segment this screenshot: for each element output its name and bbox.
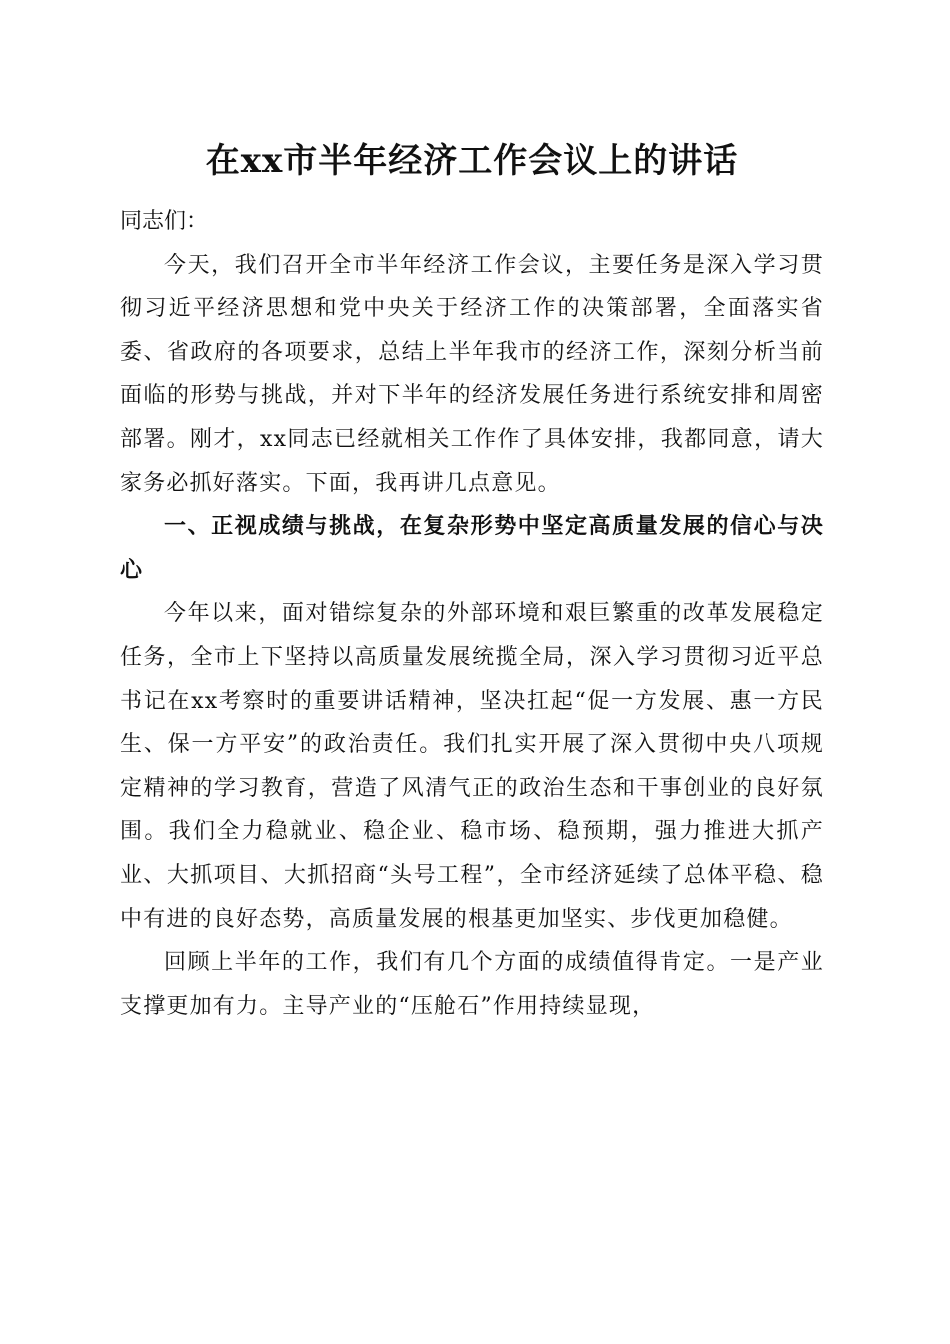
document-body	[120, 130, 824, 1028]
section-heading-1: 一、正视成绩与挑战，在复杂形势中坚定高质量发展的信心与决心	[120, 513, 824, 583]
document-title: 在xx市半年经济工作会议上的讲话	[205, 141, 739, 181]
salutation: 同志们：	[120, 209, 209, 234]
intro-paragraph: 今天，我们召开全市半年经济工作会议，主要任务是深入学习贯彻习近平经济思想和党中央关于经济工作的决策部署，全面落实省委、省政府的各项要求，总结上半年我市的经济工作，深刻分析当前面临的形势与挑战，并对下半年的经济发展任务进行系统安排和周密部署。刚才，xx同志已经就相关工作作了具体安排，我都同意，请大家务必抓好落实。下面，我再讲几点意见。	[120, 252, 824, 496]
section-1-paragraph-2: 回顾上半年的工作，我们有几个方面的成绩值得肯定。一是产业支撑更加有力。主导产业的“压舱石”作用持续显现，	[120, 950, 824, 1019]
section-1-paragraph-1: 今年以来，面对错综复杂的外部环境和艰巨繁重的改革发展稳定任务，全市上下坚持以高质量发展统揽全局，深入学习贯彻习近平总书记在xx考察时的重要讲话精神，坚决扛起“促一方发展、惠一方民生、保一方平安”的政治责任。我们扎实开展了深入贯彻中央八项规定精神的学习教育，营造了风清气正的政治生态和干事创业的良好氛围。我们全力稳就业、稳企业、稳市场、稳预期，强力推进大抓产业、大抓项目、大抓招商“头号工程”，全市经济延续了总体平稳、稳中有进的良好态势，高质量发展的根基更加坚实、步伐更加稳健。	[120, 601, 824, 932]
